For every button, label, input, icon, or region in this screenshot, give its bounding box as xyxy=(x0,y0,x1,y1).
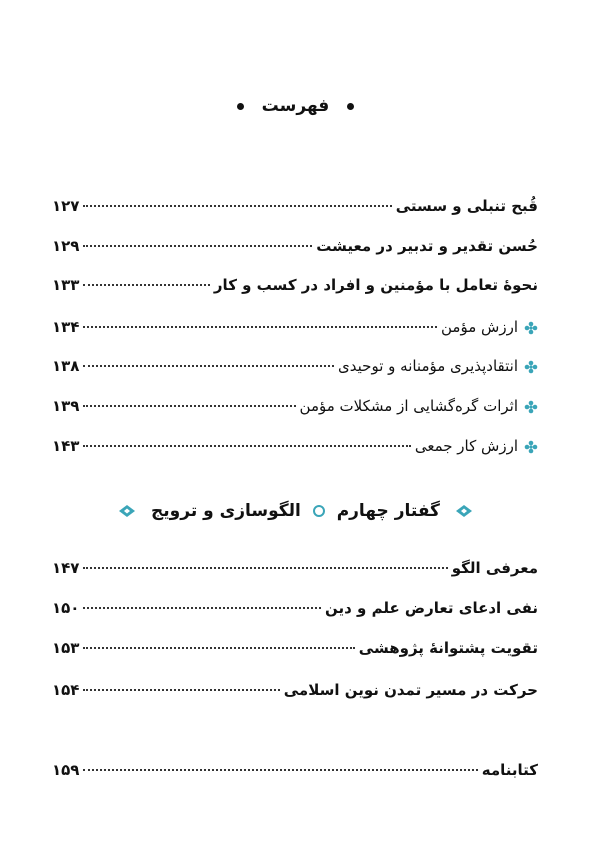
toc-subentry[interactable] xyxy=(52,356,538,376)
toc-subentry-label-wrap xyxy=(415,436,538,456)
flower-icon xyxy=(524,321,538,335)
chapter-heading-title: الگوسازی و ترویج xyxy=(151,501,301,521)
toc-subentry-label-wrap xyxy=(441,317,538,337)
toc-subentry-label: انتقادپذیری مؤمنانه و توحیدی xyxy=(338,357,518,375)
flower-icon xyxy=(524,400,538,414)
toc-entry[interactable] xyxy=(52,638,538,658)
leader-dots xyxy=(83,284,209,286)
toc-subentry[interactable] xyxy=(52,396,538,416)
flower-icon xyxy=(524,360,538,374)
leader-dots xyxy=(83,647,354,649)
ornament-icon xyxy=(454,504,474,518)
toc-entry-page: ۱۵۳ xyxy=(52,639,80,657)
leader-dots xyxy=(83,326,437,328)
leader-dots xyxy=(83,689,279,691)
toc-entry-page: ۱۴۷ xyxy=(52,559,80,577)
leader-dots xyxy=(83,245,312,247)
toc-entry-page: ۱۵۴ xyxy=(52,681,80,699)
toc-entry-label: نحوهٔ تعامل با مؤمنین و افراد در کسب و کار xyxy=(213,276,538,294)
bibliography-label: کتابنامه xyxy=(481,761,538,779)
toc-subentry-page: ۱۳۴ xyxy=(52,318,80,336)
toc-entry-page: ۱۲۹ xyxy=(52,237,80,255)
toc-subentry-label: ارزش مؤمن xyxy=(441,318,518,336)
toc-subentry-label-wrap xyxy=(300,396,538,416)
leader-dots xyxy=(83,205,391,207)
chapter-heading-number: گفتار چهارم xyxy=(336,501,440,521)
flower-icon xyxy=(524,440,538,454)
toc-entry-page: ۱۳۳ xyxy=(52,276,80,294)
toc-subentry[interactable] xyxy=(52,436,538,456)
toc-entry-label: حُسن تقدیر و تدبیر در معیشت xyxy=(316,237,538,255)
chapter-heading xyxy=(0,501,591,521)
leader-dots xyxy=(83,769,477,771)
toc-entry[interactable] xyxy=(52,196,538,216)
dot-icon xyxy=(347,103,354,110)
ornament-icon xyxy=(117,504,137,518)
toc-entry-label: قُبح تنبلی و سستی xyxy=(395,197,538,215)
toc-subentry-page: ۱۳۸ xyxy=(52,357,80,375)
leader-dots xyxy=(83,365,334,367)
ring-icon xyxy=(313,505,325,517)
toc-entry[interactable] xyxy=(52,680,538,700)
leader-dots xyxy=(83,445,410,447)
page-title xyxy=(0,96,591,116)
toc-entry[interactable] xyxy=(52,598,538,618)
toc-bibliography[interactable] xyxy=(52,760,538,780)
toc-subentry[interactable] xyxy=(52,317,538,337)
toc-entry[interactable] xyxy=(52,275,538,295)
toc-entry-page: ۱۲۷ xyxy=(52,197,80,215)
page-title-text: فهرست xyxy=(261,96,330,116)
toc-entry[interactable] xyxy=(52,236,538,256)
toc-subentry-label-wrap xyxy=(338,356,538,376)
toc-subentry-page: ۱۴۳ xyxy=(52,437,80,455)
leader-dots xyxy=(83,405,295,407)
toc-entry-label: معرفی الگو xyxy=(451,559,538,577)
toc-entry-label: نفی ادعای تعارض علم و دین xyxy=(324,599,538,617)
toc-entry-label: حرکت در مسیر تمدن نوین اسلامی xyxy=(283,681,538,699)
toc-subentry-label: ارزش کار جمعی xyxy=(414,437,518,455)
toc-entry-label: تقویت پشتوانهٔ پژوهشی xyxy=(358,639,538,657)
leader-dots xyxy=(83,567,447,569)
dot-icon xyxy=(237,103,244,110)
bibliography-page: ۱۵۹ xyxy=(52,761,80,779)
toc-entry-page: ۱۵۰ xyxy=(52,599,80,617)
toc-entry[interactable] xyxy=(52,558,538,578)
leader-dots xyxy=(83,607,321,609)
toc-subentry-label: اثرات گره‌گشایی از مشکلات مؤمن xyxy=(299,397,518,415)
toc-subentry-page: ۱۳۹ xyxy=(52,397,80,415)
